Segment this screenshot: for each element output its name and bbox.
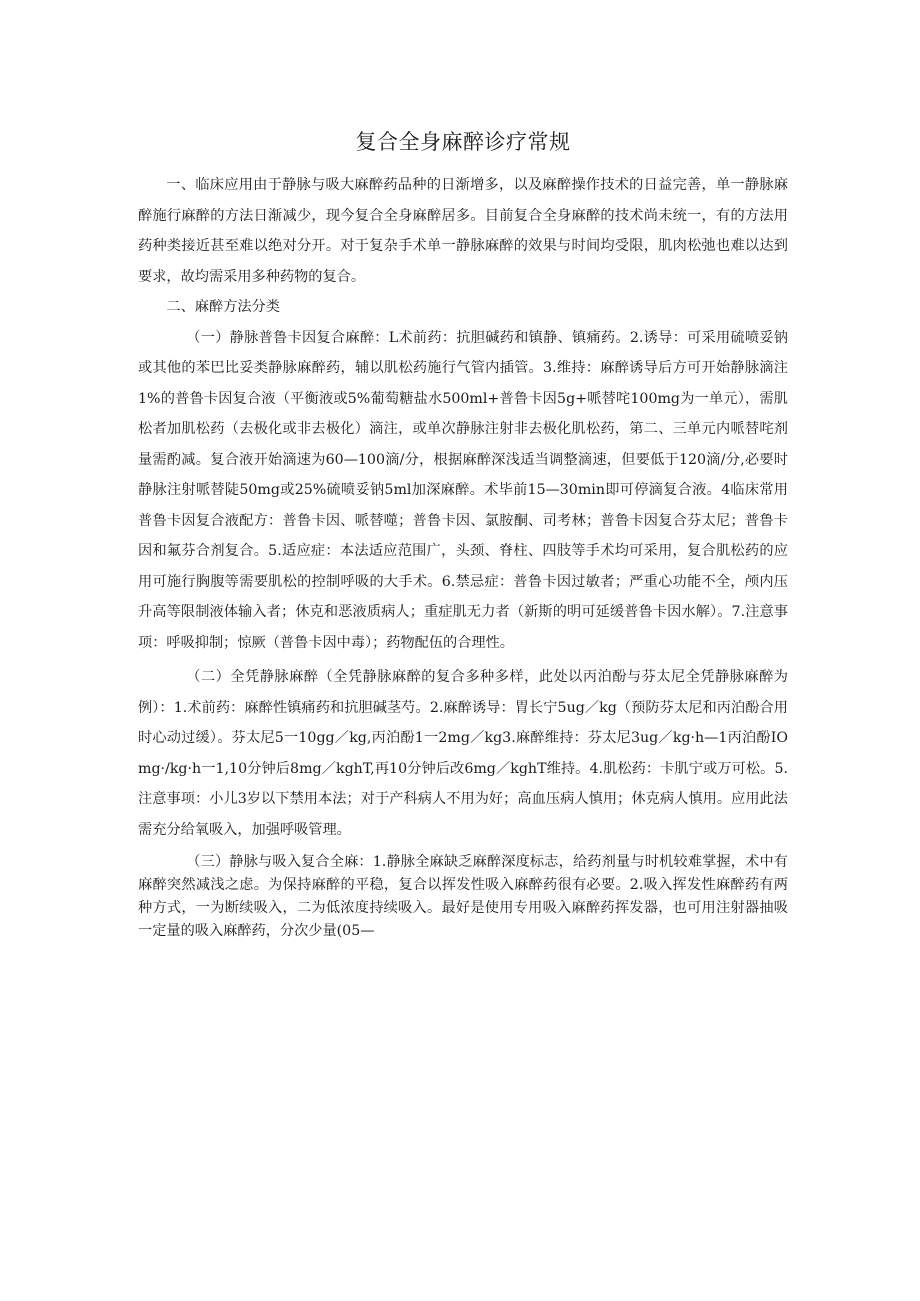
section-heading-method-classification: 二、麻醉方法分类 bbox=[166, 299, 280, 315]
paragraph-intravenous-inhalation-anesthesia: （三）静脉与吸入复合全麻：1.静脉全麻缺乏麻醉深度标志，给药剂量与时机较难掌握，术中有麻醉突然减浅之虑。为保持麻醉的平稳，复合以挥发性吸入麻醉药很有必要。2.吸入挥发性麻醉药有两种方式，一为断续吸入，二为低浓度持续吸入。最好是使用专用吸入麻醉药挥发器，也可用注射器抽吸一定量的吸入麻醉药，分次少量(05— bbox=[138, 854, 788, 939]
document-page bbox=[138, 124, 788, 943]
paragraph-procaine-compound-anesthesia: （一）静脉普鲁卡因复合麻醉：L术前药：抗胆碱药和镇静、镇痛药。2.诱导：可采用硫喷妥钠或其他的苯巴比妥类静脉麻醉药，辅以肌松药施行气管内插管。3.维持：麻醉诱导后方可开始静脉滴注1%的普鲁卡因复合液（平衡液或5%葡萄糖盐水500ml+普鲁卡因5g+哌替咤100mg为一单元），需肌松者加肌松药（去极化或非去极化）滴注，或单次静脉注射非去极化肌松药，第二、三单元内哌替咤剂量需酌减。复合液开始滴速为60—100滴/分，根据麻醉深浅适当调整滴速，但要低于120滴/分,必要时静脉注射哌替陡50mg或25%硫喷妥钠5ml加深麻醉。术毕前15—30min即可停滴复合液。4临床常用普鲁卡因复合液配方：普鲁卡因、哌替噬；普鲁卡因、氯胺酮、司考林；普鲁卡因复合芬太尼；普鲁卡因和氟芬合剂复合。5.适应症：本法适应范围广，头颈、脊柱、四肢等手术均可采用，复合肌松药的应用可施行胸腹等需要肌松的控制呼吸的大手术。6.禁忌症：普鲁卡因过敏者；严重心功能不全，颅内压升高等限制液体输入者；休克和恶液质病人；重症肌无力者（新斯的明可延缓普鲁卡因水解）。7.注意事项：呼吸抑制；惊厥（普鲁卡因中毒）；药物配伍的合理性。 bbox=[138, 329, 788, 651]
paragraph-total-intravenous-anesthesia: （二）全凭静脉麻醉（全凭静脉麻醉的复合多种多样，此处以丙泊酚与芬太尼全凭静脉麻醉为例）：1.术前药：麻醉性镇痛药和抗胆碱茎芍。2.麻醉诱导：胃长宁5ug／kg（预防芬太尼和丙泊酚合用时心动过缓）。芬太尼5一10gg／kg,丙泊酚1一2mg／kg3.麻醉维持：芬太尼3ug／kg·h—1丙泊酚IOmg·/kg·h一1,10分钟后8mg／kghT,再10分钟后改6mg／kghT维持。4.肌松药：卡肌宁或万可松。5.注意事项：小儿3岁以下禁用本法；对于产科病人不用为好；高血压病人慎用；休克病人慎用。应用此法需充分给氧吸入，加强呼吸管理。 bbox=[138, 669, 788, 838]
document-title: 复合全身麻醉诊疗常规 bbox=[355, 130, 571, 154]
paragraph-clinical-application: 一、临床应用由于静脉与吸大麻醉药品种的日渐增多，以及麻醉操作技术的日益完善，单一静脉麻醉施行麻醉的方法日渐减少，现今复合全身麻醉居多。目前复合全身麻醉的技术尚未统一，有的方法用药种类接近甚至难以绝对分开。对于复杂手术单一静脉麻醉的效果与时间均受限，肌肉松弛也难以达到要求，故均需采用多种药物的复合。 bbox=[138, 177, 788, 285]
